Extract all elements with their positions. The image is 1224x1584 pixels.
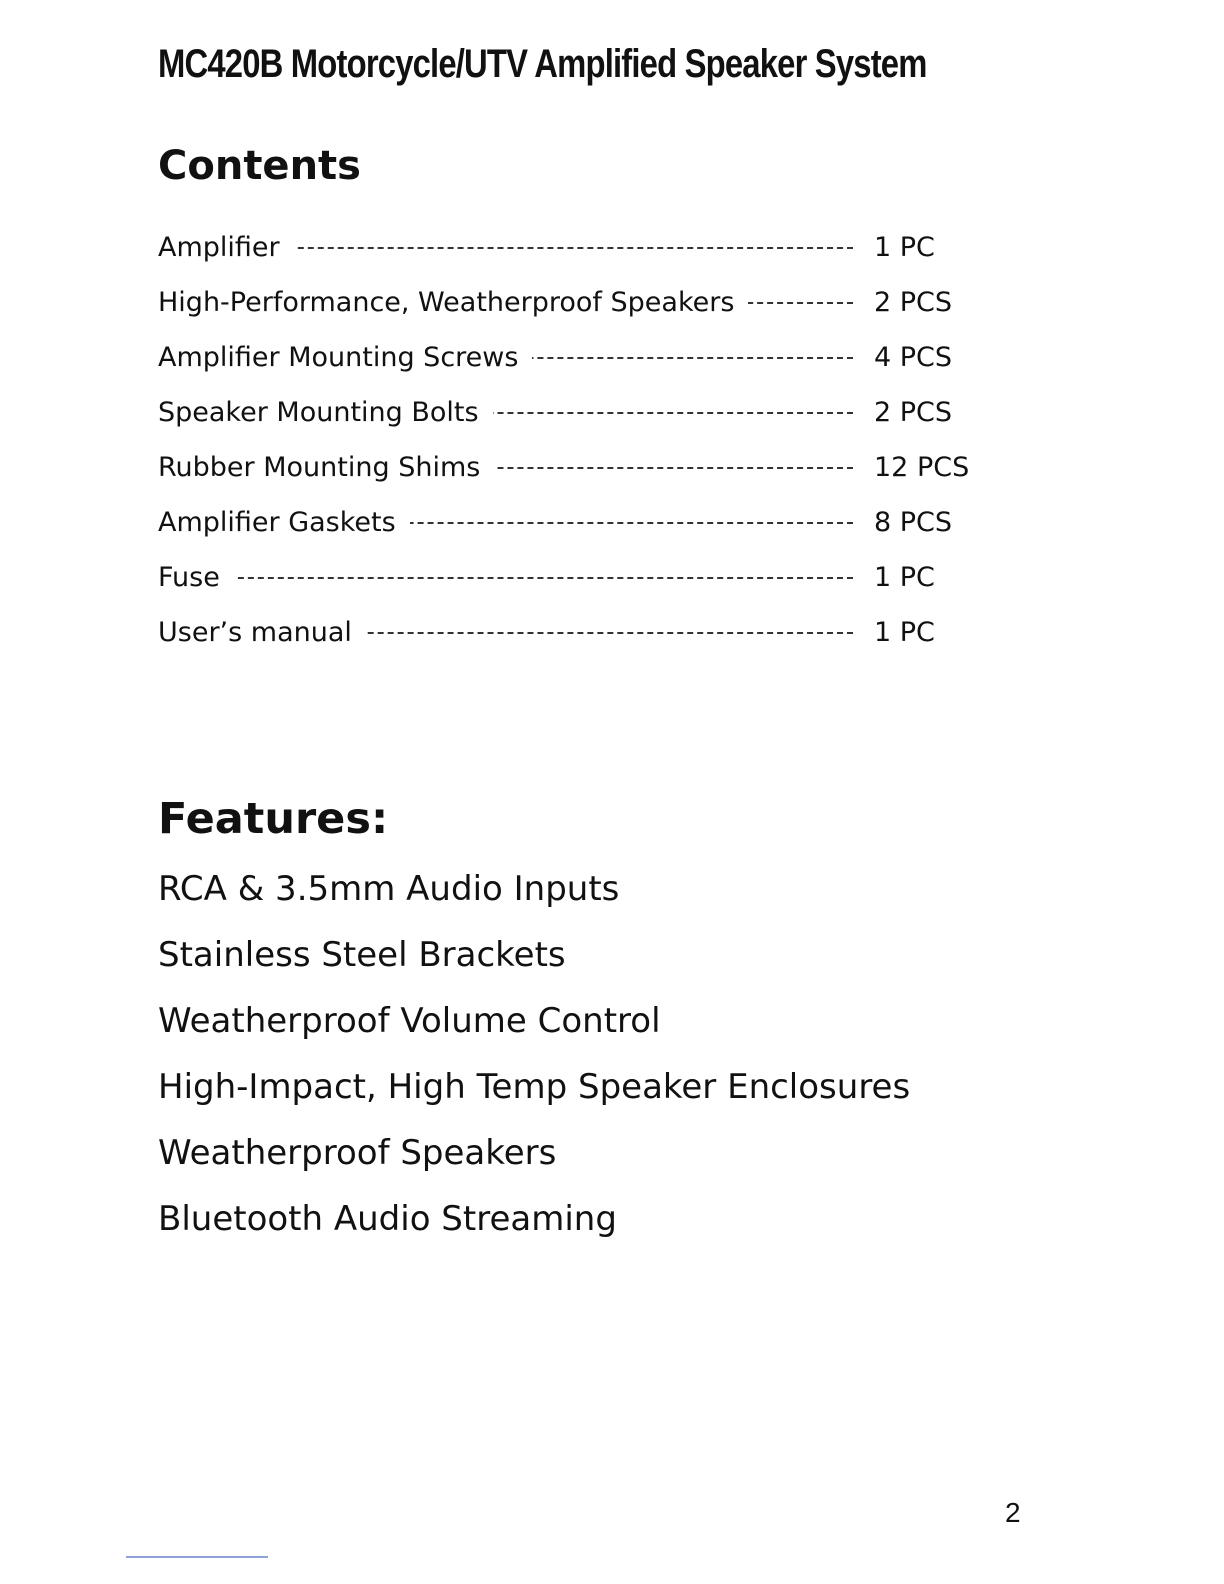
contents-item-name: Amplifier	[158, 220, 294, 275]
feature-item: Stainless Steel Brackets	[158, 935, 566, 975]
document-title: MC420B Motorcycle/UTV Amplified Speaker System	[158, 42, 927, 86]
contents-item-name: High-Performance, Weatherproof Speakers	[158, 275, 748, 330]
contents-item-quantity: 4 PCS	[874, 342, 953, 373]
contents-item-amplifier-screws	[158, 330, 988, 385]
contents-item-quantity: 8 PCS	[874, 507, 953, 538]
feature-item: Bluetooth Audio Streaming	[158, 1199, 617, 1239]
features-heading: Features:	[158, 794, 389, 844]
dotted-leader	[158, 577, 853, 579]
contents-item-name: Speaker Mounting Bolts	[158, 385, 493, 440]
contents-item-amplifier	[158, 220, 988, 275]
contents-item-speakers	[158, 275, 988, 330]
contents-item-quantity: 1 PC	[874, 232, 935, 263]
contents-item-rubber-shims	[158, 440, 988, 495]
contents-item-name: User’s manual	[158, 605, 366, 660]
scan-artifact-line	[126, 1556, 268, 1558]
contents-item-name: Amplifier Gaskets	[158, 495, 410, 550]
contents-item-fuse	[158, 550, 988, 605]
contents-item-quantity: 12 PCS	[874, 452, 970, 483]
contents-item-amplifier-gaskets	[158, 495, 988, 550]
feature-item: Weatherproof Volume Control	[158, 1001, 661, 1041]
page-number: 2	[1005, 1497, 1021, 1528]
contents-item-name: Rubber Mounting Shims	[158, 440, 494, 495]
contents-item-name: Amplifier Mounting Screws	[158, 330, 532, 385]
contents-item-quantity: 2 PCS	[874, 397, 953, 428]
contents-item-users-manual	[158, 605, 988, 660]
contents-item-quantity: 1 PC	[874, 562, 935, 593]
contents-list	[158, 220, 988, 660]
contents-item-name: Fuse	[158, 550, 234, 605]
contents-item-quantity: 1 PC	[874, 617, 935, 648]
features-list	[158, 860, 910, 1256]
feature-item: RCA & 3.5mm Audio Inputs	[158, 869, 620, 909]
contents-item-speaker-bolts	[158, 385, 988, 440]
feature-item: Weatherproof Speakers	[158, 1133, 557, 1173]
feature-item: High-Impact, High Temp Speaker Enclosures	[158, 1067, 911, 1107]
contents-item-quantity: 2 PCS	[874, 287, 953, 318]
contents-heading: Contents	[158, 143, 361, 189]
